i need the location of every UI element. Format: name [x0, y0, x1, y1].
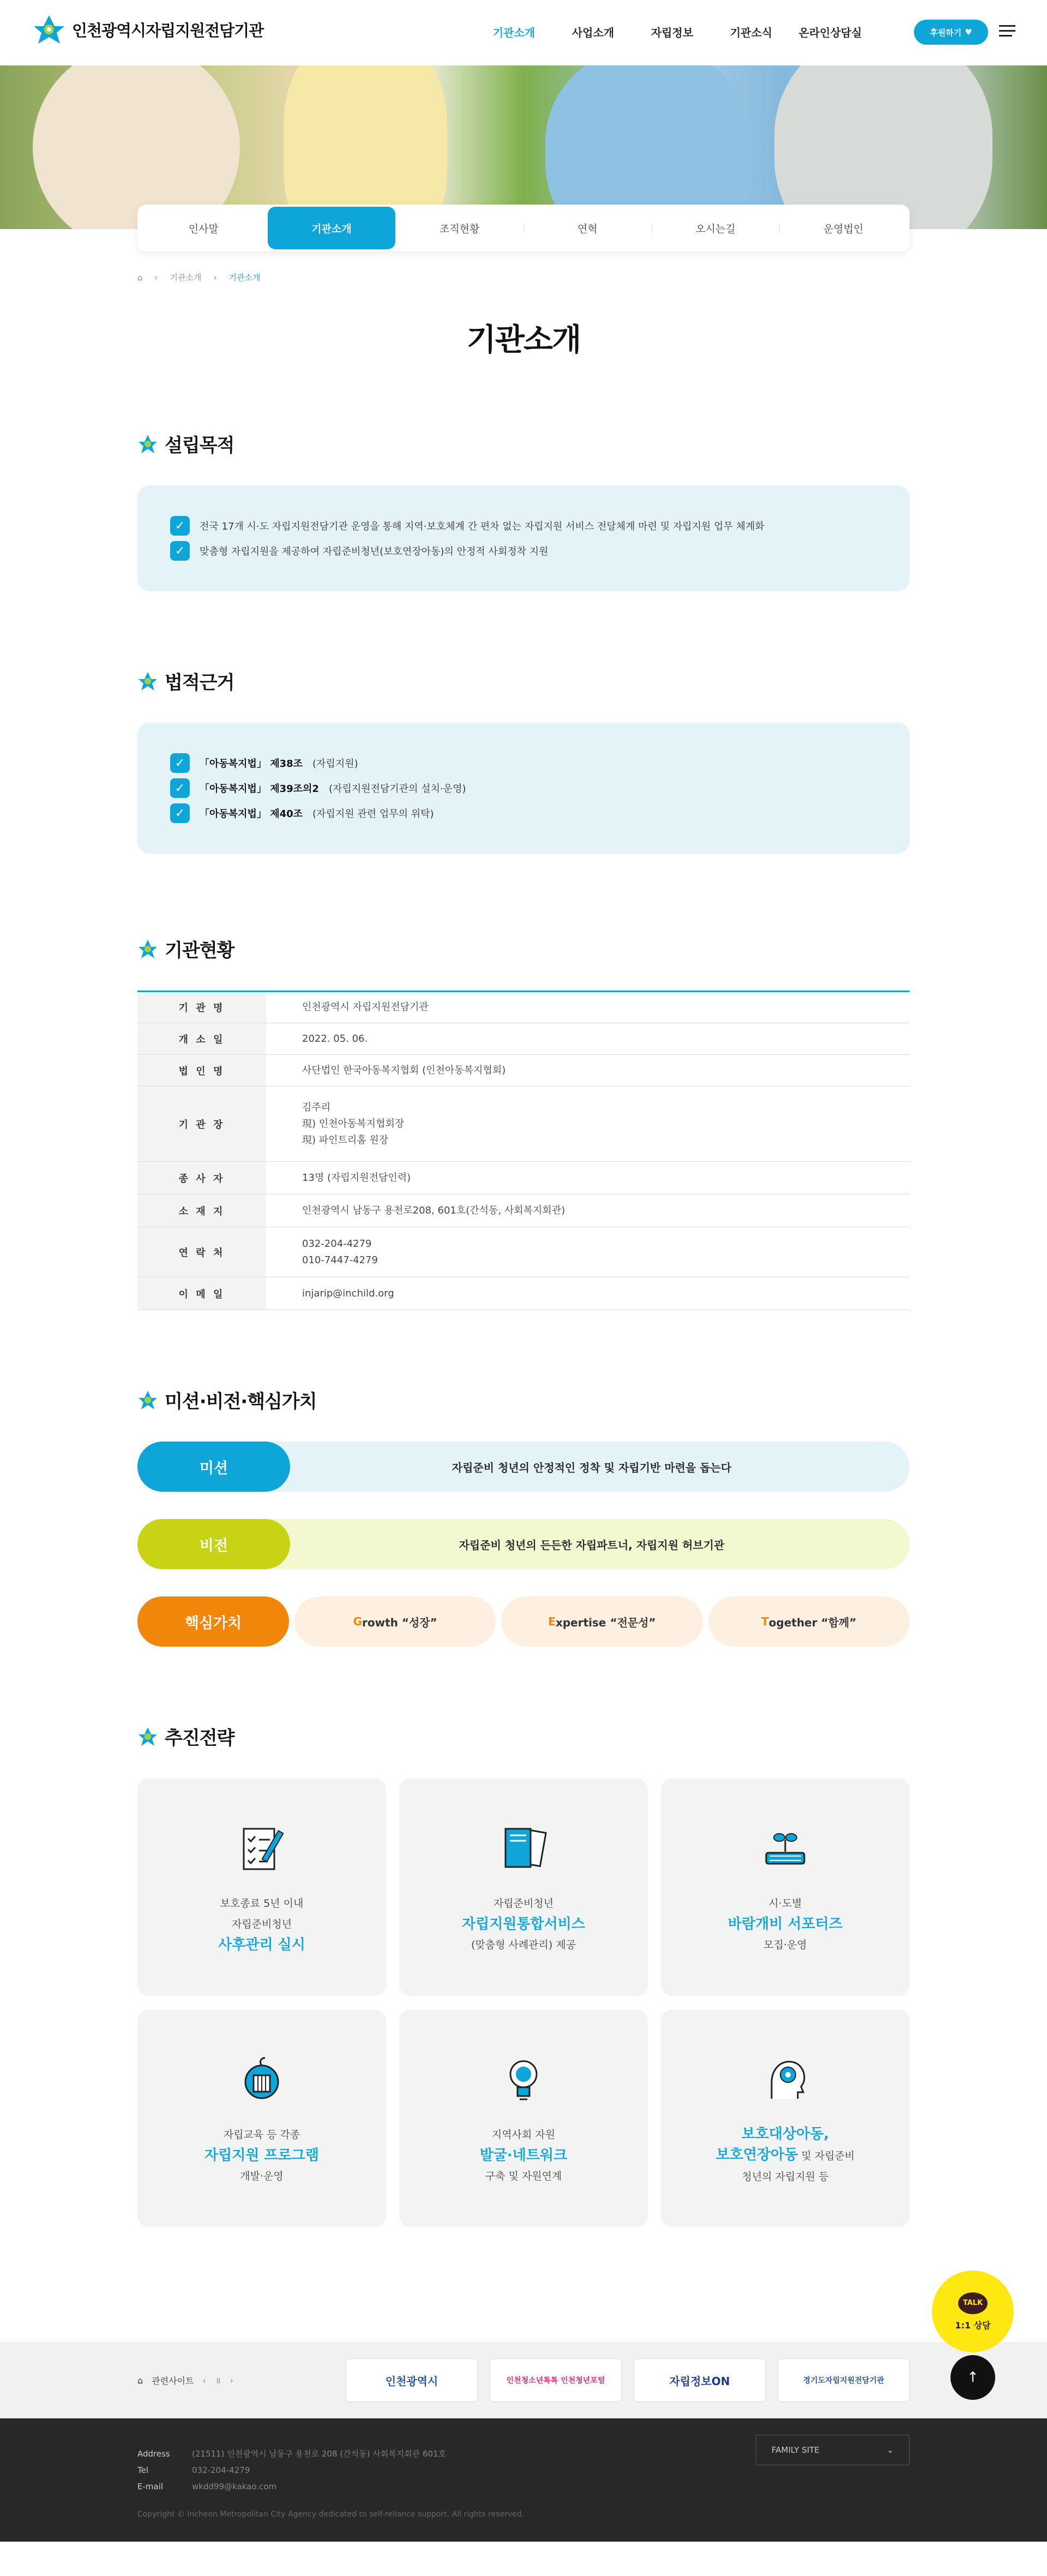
check-item: ✓ 「아동복지법」 제40조 (자립지원 관련 업무의 위탁)	[170, 803, 877, 823]
scroll-top-button[interactable]: ↑	[950, 2355, 995, 2400]
nav-info[interactable]: 자립정보	[651, 26, 694, 39]
vision-row	[137, 1519, 910, 1569]
home-icon: ⌂	[137, 2375, 143, 2386]
check-icon: ✓	[170, 803, 190, 823]
support-label: 후원하기	[930, 27, 962, 38]
checklist-pen-icon	[232, 1819, 292, 1879]
tab-history[interactable]: 연혁	[524, 207, 652, 249]
related-sites	[0, 2342, 1047, 2418]
site-logo-youth[interactable]: 인천청소년톡톡 인천청년포털	[490, 2358, 622, 2402]
core-value: E xpertise “전문성”	[501, 1596, 702, 1647]
heart-icon: ♥	[965, 27, 972, 37]
table-row: 소 재 지 인천광역시 남동구 용천로208, 601호(간석동, 사회복지회관)	[137, 1194, 910, 1227]
talk-bubble-icon: TALK	[958, 2292, 988, 2314]
purpose-section	[137, 430, 910, 591]
strategy-card: 보호종료 5년 이내 자립준비청년 사후관리 실시	[137, 1778, 386, 1996]
strategy-grid	[137, 1778, 910, 2227]
nav-counsel[interactable]: 온라인상담실	[798, 26, 862, 39]
kakao-talk-button[interactable]	[932, 2271, 1014, 2352]
nav-about[interactable]: 기관소개	[492, 26, 535, 39]
home-icon[interactable]: ⌂	[137, 272, 143, 283]
sub-tabs	[137, 205, 910, 251]
strategy-card: 시·도별 바람개비 서포터즈 모집·운영	[661, 1778, 910, 1996]
pinwheel-icon	[137, 434, 158, 454]
vision-label: 비전	[137, 1519, 290, 1569]
core-value: T ogether “함께”	[708, 1596, 910, 1647]
strategy-card: 보호대상아동, 보호연장아동 및 자립준비 청년의 자립지원 등	[661, 2009, 910, 2227]
tab-greeting[interactable]: 인사말	[188, 223, 219, 235]
site-logo-incheon[interactable]: 인천광역시	[346, 2358, 478, 2402]
carousel-controls[interactable]: ‹ ॥ ›	[202, 2375, 237, 2386]
page-title: 기관소개	[466, 322, 581, 358]
logo-text: 인천광역시자립지원전담기관	[72, 21, 264, 40]
check-item: ✓ 「아동복지법」 제38조 (자립지원)	[170, 753, 877, 773]
pinwheel-icon	[137, 939, 158, 959]
table-row: 기 관 장 김주리 現) 인천아동복지협회장 現) 파인트리홈 원장	[137, 1086, 910, 1162]
related-title: ⌂ 관련사이트 ‹ ॥ ›	[137, 2375, 237, 2386]
section-title: 기관현황	[137, 935, 910, 962]
book-sprout-icon	[755, 1819, 815, 1879]
table-row: 연 락 처 032-204-4279 010-7447-4279	[137, 1227, 910, 1277]
tab-directions[interactable]: 오시는길	[652, 207, 780, 249]
table-row: 이 메 일 injarip@inchild.org	[137, 1277, 910, 1310]
table-row: 법 인 명 사단법인 한국아동복지협회 (인천아동복지협회)	[137, 1055, 910, 1086]
tab-corporation[interactable]: 운영법인	[779, 207, 907, 249]
chevron-down-icon: ⌄	[887, 2445, 894, 2455]
strategy-section	[137, 1723, 910, 2227]
core-value: G rowth “성장”	[294, 1596, 496, 1647]
hamburger-menu-icon[interactable]	[999, 25, 1015, 38]
mission-label: 미션	[137, 1442, 290, 1492]
status-section	[137, 935, 910, 1310]
pinwheel-logo-icon	[33, 13, 65, 46]
section-title: 법적근거	[137, 668, 910, 694]
check-icon: ✓	[170, 753, 190, 773]
chevron-right-icon: ›	[213, 272, 217, 283]
site-logo-jarip[interactable]: 자립정보ON	[634, 2358, 766, 2402]
tab-organization[interactable]: 조직현황	[439, 223, 480, 235]
pinwheel-icon	[137, 1390, 158, 1410]
check-item: ✓ 맞춤형 자립지원을 제공하여 자립준비청년(보호연장아동)의 안정적 사회정착 지원	[170, 541, 877, 561]
core-label: 핵심가치	[137, 1596, 289, 1647]
table-row: 종 사 자 13명 (자립지원전담인력)	[137, 1162, 910, 1194]
section-title: 추진전략	[137, 1723, 910, 1750]
table-row: 개 소 일 2022. 05. 06.	[137, 1023, 910, 1055]
legal-section	[137, 668, 910, 854]
chevron-right-icon: ›	[154, 272, 158, 283]
talk-label: 1:1 상담	[955, 2320, 991, 2331]
check-icon: ✓	[170, 516, 190, 536]
breadcrumb-current: 기관소개	[228, 273, 261, 283]
pinwheel-icon	[137, 1726, 158, 1747]
tab-about[interactable]: 기관소개	[268, 207, 396, 249]
lightbulb-icon	[494, 2050, 553, 2110]
legal-box	[137, 723, 910, 854]
site-header	[0, 0, 1047, 65]
related-logos	[346, 2358, 910, 2402]
pencil-cup-icon	[232, 2050, 292, 2110]
mission-row	[137, 1442, 910, 1492]
head-brain-icon	[755, 2050, 815, 2110]
strategy-card: 지역사회 자원 발굴·네트워크 구축 및 자원연계	[399, 2009, 648, 2227]
mission-section	[137, 1386, 910, 1647]
table-row: 기 관 명 인천광역시 자립지원전담기관	[137, 992, 910, 1023]
site-logo[interactable]	[33, 13, 263, 46]
strategy-card: 자립교육 등 각종 자립지원 프로그램 개발·운영	[137, 2009, 386, 2227]
documents-icon	[494, 1819, 553, 1879]
site-footer: Address (21511) 인천광역시 남동구 용천로 208 (간석동) 사회복지회관 601호 Tel 032-204-4279 E-mail wkdd99@kakao.com Copyright © Incheon Metropolitan City Agency dedicated to self-reliance support. All rights reserved. FAMILY SITE ⌄	[0, 2418, 1047, 2542]
check-icon: ✓	[170, 778, 190, 798]
copyright: Copyright © Incheon Metropolitan City Agency dedicated to self-reliance support. All rights reserved.	[137, 2510, 525, 2519]
support-button[interactable]	[914, 20, 988, 45]
site-logo-gyeonggi[interactable]: 경기도자립지원전담기관	[778, 2358, 910, 2402]
check-icon: ✓	[170, 541, 190, 561]
section-title: 설립목적	[137, 430, 910, 457]
status-table	[137, 990, 910, 1310]
mission-text: 자립준비 청년의 안정적인 정착 및 자립기반 마련을 돕는다	[452, 1461, 732, 1474]
nav-news[interactable]: 기관소식	[730, 26, 773, 39]
family-site-select[interactable]: FAMILY SITE ⌄	[756, 2435, 910, 2465]
purpose-box	[137, 485, 910, 591]
pinwheel-icon	[137, 671, 158, 692]
breadcrumb	[137, 272, 910, 283]
vision-text: 자립준비 청년의 든든한 자립파트너, 자립지원 허브기관	[459, 1538, 725, 1552]
nav-business[interactable]: 사업소개	[571, 26, 615, 39]
breadcrumb-level1[interactable]: 기관소개	[170, 273, 202, 283]
section-title: 미션·비전·핵심가치	[137, 1386, 910, 1413]
check-item: ✓ 「아동복지법」 제39조의2 (자립지원전담기관의 설치·운영)	[170, 778, 877, 798]
core-values-row	[137, 1596, 910, 1647]
check-item: ✓ 전국 17개 시·도 자립지원전담기관 운영을 통해 지역·보호체계 간 편차 없는 자립지원 서비스 전달체계 마련 및 자립지원 업무 체계화	[170, 516, 877, 536]
strategy-card: 자립준비청년 자립지원통합서비스 (맞춤형 사례관리) 제공	[399, 1778, 648, 1996]
main-nav	[474, 24, 870, 40]
